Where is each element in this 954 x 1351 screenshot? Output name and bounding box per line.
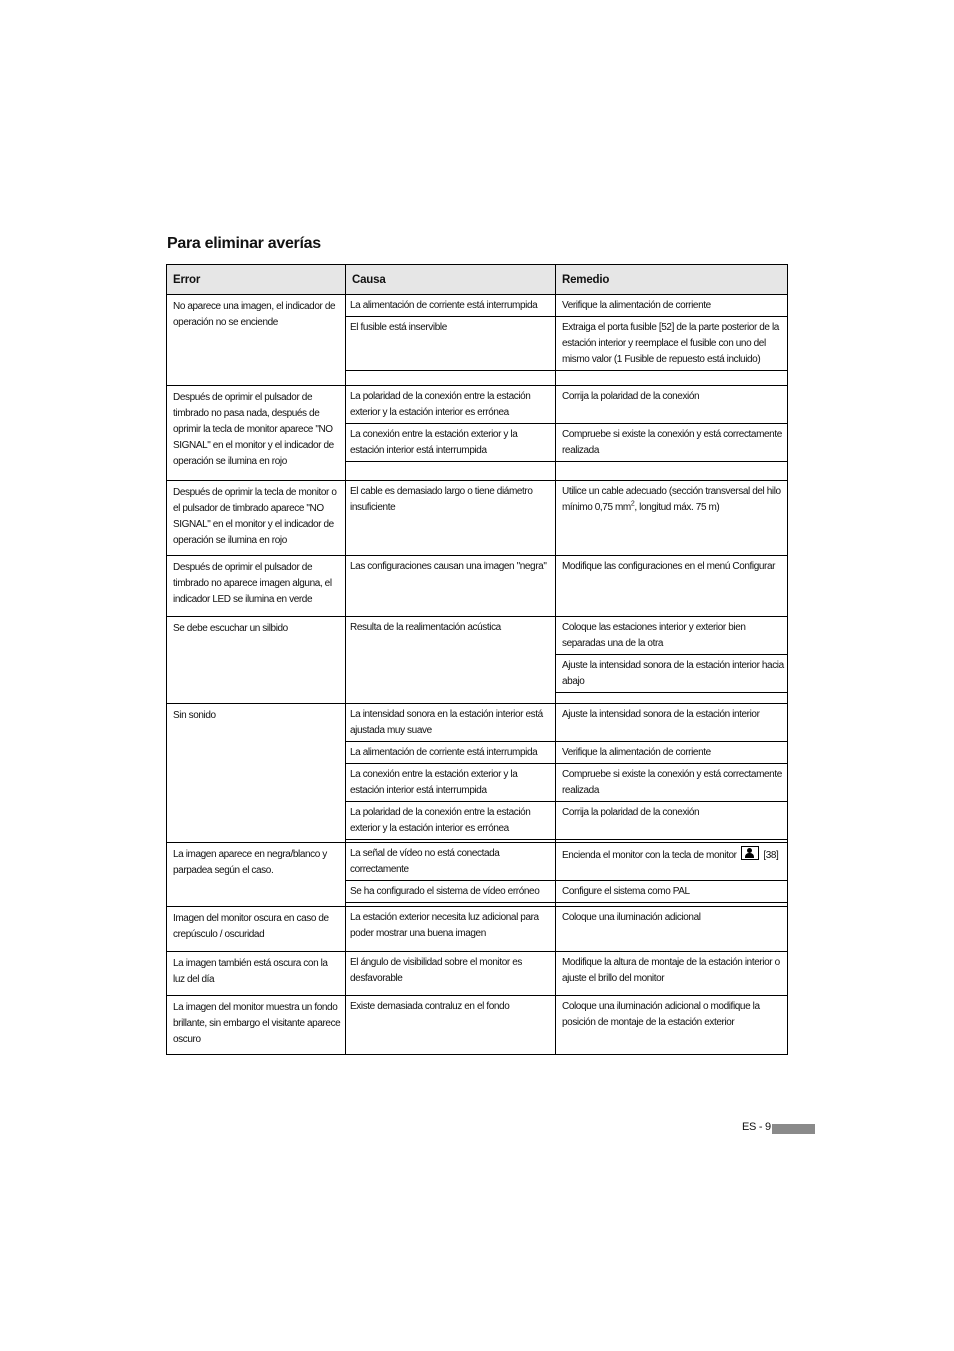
remedy-cell: Coloque una iluminación adicional o modifique la posición de montaje de la estación exterior <box>556 996 788 1055</box>
superscript: 2 <box>630 500 635 508</box>
table-row <box>167 617 788 655</box>
remedy-cell: Corrija la polaridad de la conexión <box>556 802 788 840</box>
cause-cell: La polaridad de la conexión entre la estación exterior y la estación interior es errónea <box>346 386 556 424</box>
cause-cell: La conexión entre la estación exterior y la estación interior está interrumpida <box>346 424 556 462</box>
error-cell: Sin sonido <box>167 704 346 843</box>
cause-cell: La conexión entre la estación exterior y la estación interior está interrumpida <box>346 764 556 802</box>
remedy-cell: Ajuste la intensidad sonora de la estación interior hacia abajo <box>556 655 788 693</box>
table-row <box>167 907 788 952</box>
cause-cell: Las configuraciones causan una imagen "negra" <box>346 556 556 617</box>
cause-cell: Resulta de la realimentación acústica <box>346 617 556 704</box>
error-cell: No aparece una imagen, el indicador de operación no se enciende <box>167 295 346 386</box>
footer-bar <box>772 1124 815 1134</box>
remedy-cell: Corrija la polaridad de la conexión <box>556 386 788 424</box>
remedy-cell: Modifique la altura de montaje de la estación interior o ajuste el brillo del monitor <box>556 952 788 996</box>
table-row <box>167 996 788 1055</box>
remedy-cell: Verifique la alimentación de corriente <box>556 295 788 317</box>
remedy-cell: Coloque las estaciones interior y exterior bien separadas una de la otra <box>556 617 788 655</box>
remedy-cell: Compruebe si existe la conexión y está correctamente realizada <box>556 424 788 462</box>
remedy-cell: Ajuste la intensidad sonora de la estación interior <box>556 704 788 742</box>
table-row <box>167 952 788 996</box>
cause-cell: El cable es demasiado largo o tiene diámetro insuficiente <box>346 481 556 556</box>
remedy-text-end: , longitud máx. 75 m) <box>634 502 720 513</box>
remedy-cell: Extraiga el porta fusible [52] de la parte posterior de la estación interior y reemplace el fusible con uno del mismo valor (1 Fusible de repuesto está incluido) <box>556 317 788 371</box>
cause-cell: Existe demasiada contraluz en el fondo <box>346 996 556 1055</box>
cause-cell: Se ha configurado el sistema de vídeo erróneo <box>346 881 556 903</box>
page-title: Para eliminar averías <box>167 235 321 252</box>
error-cell: Se debe escuchar un silbido <box>167 617 346 704</box>
header-error: Error <box>167 265 346 295</box>
remedy-cell: Verifique la alimentación de corriente <box>556 742 788 764</box>
table-header-row <box>167 265 788 295</box>
remedy-cell <box>556 843 788 881</box>
table-row <box>167 481 788 556</box>
cause-cell: La intensidad sonora en la estación interior está ajustada muy suave <box>346 704 556 742</box>
remedy-ref: [38] <box>763 850 779 861</box>
table-row <box>167 843 788 881</box>
troubleshooting-table <box>166 264 788 1055</box>
page-number: ES - 9 <box>742 1121 771 1133</box>
header-remedy: Remedio <box>556 265 788 295</box>
table-row <box>167 556 788 617</box>
error-cell: Después de oprimir la tecla de monitor o el pulsador de timbrado aparece "NO SIGNAL" en el monitor y el indicador de operación se ilumina en rojo <box>167 481 346 556</box>
error-cell: La imagen aparece en negra/blanco y parpadea según el caso. <box>167 843 346 907</box>
table-row <box>167 295 788 317</box>
remedy-cell: Compruebe si existe la conexión y está correctamente realizada <box>556 764 788 802</box>
remedy-cell <box>556 481 788 556</box>
remedy-cell: Modifique las configuraciones en el menú Configurar <box>556 556 788 617</box>
remedy-cell: Coloque una iluminación adicional <box>556 907 788 952</box>
cause-cell: La estación exterior necesita luz adicional para poder mostrar una buena imagen <box>346 907 556 952</box>
remedy-cell: Configure el sistema como PAL <box>556 881 788 903</box>
cause-cell: La polaridad de la conexión entre la estación exterior y la estación interior es errónea <box>346 802 556 840</box>
table-row <box>167 386 788 424</box>
remedy-text: Encienda el monitor con la tecla de monitor <box>562 850 737 861</box>
monitor-person-icon <box>741 846 759 860</box>
cause-cell: La alimentación de corriente está interrumpida <box>346 742 556 764</box>
cause-cell: El ángulo de visibilidad sobre el monitor es desfavorable <box>346 952 556 996</box>
cause-cell: La alimentación de corriente está interrumpida <box>346 295 556 317</box>
header-cause: Causa <box>346 265 556 295</box>
error-cell: La imagen del monitor muestra un fondo brillante, sin embargo el visitante aparece oscuro <box>167 996 346 1055</box>
error-cell: Imagen del monitor oscura en caso de crepúsculo / oscuridad <box>167 907 346 952</box>
error-cell: La imagen también está oscura con la luz del día <box>167 952 346 996</box>
cause-cell: El fusible está inservible <box>346 317 556 371</box>
table-row <box>167 704 788 742</box>
remedy-text: Utilice un cable adecuado (sección transversal del hilo mínimo 0,75 mm <box>562 486 781 513</box>
cause-cell: La señal de vídeo no está conectada correctamente <box>346 843 556 881</box>
error-cell: Después de oprimir el pulsador de timbrado no pasa nada, después de oprimir la tecla de monitor aparece "NO SIGNAL" en el monitor y el indicador de operación se ilumina en rojo <box>167 386 346 481</box>
error-cell: Después de oprimir el pulsador de timbrado no aparece imagen alguna, el indicador LED se ilumina en verde <box>167 556 346 617</box>
